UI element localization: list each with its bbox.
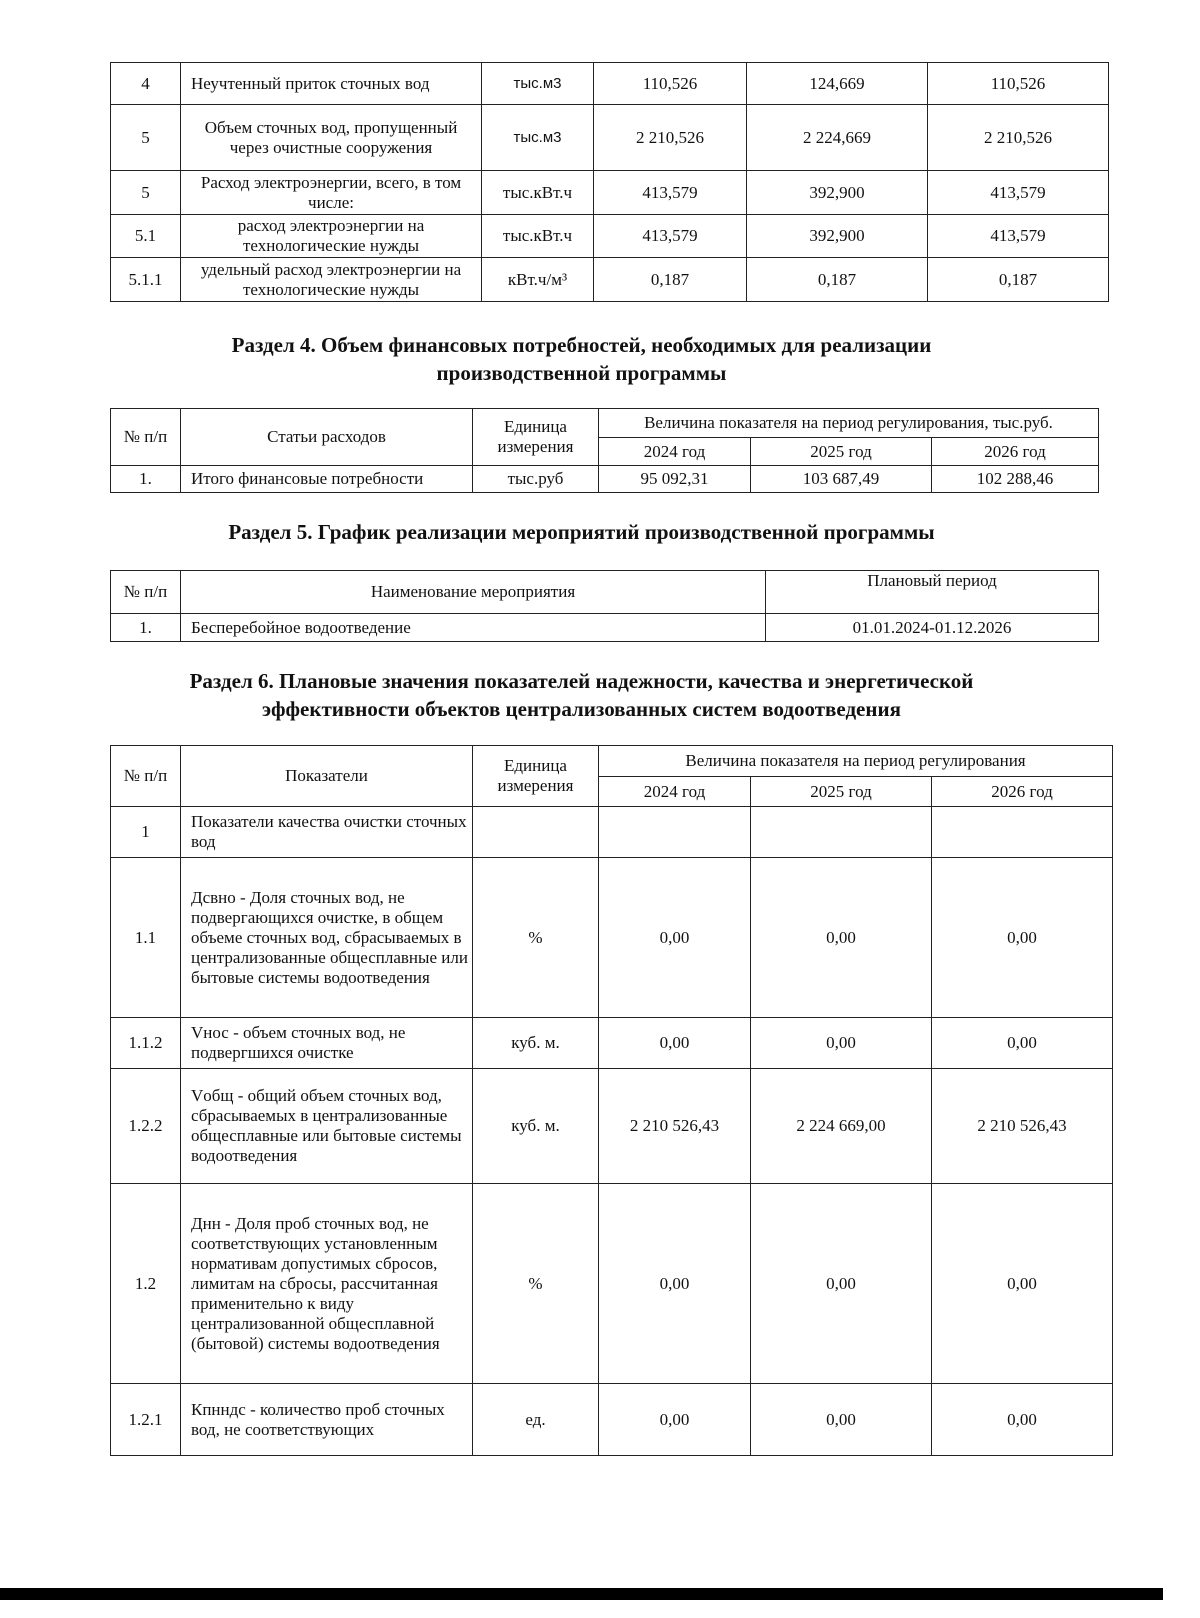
row-number: 1.1 xyxy=(111,858,181,1018)
row-number: 1. xyxy=(111,614,181,642)
header-year: 2025 год xyxy=(751,438,932,466)
header-name: Наименование мероприятия xyxy=(181,571,766,614)
section-5-title: Раздел 5. График реализации мероприятий производственной программы xyxy=(228,520,935,544)
production-indicators-table xyxy=(110,62,1109,302)
title-line: эффективности объектов централизованных систем водоотведения xyxy=(262,697,901,721)
row-name: удельный расход электроэнергии на технологические нужды xyxy=(181,258,482,302)
table-row xyxy=(111,1184,1113,1384)
row-number: 1.2.2 xyxy=(111,1069,181,1184)
value-2026: 0,00 xyxy=(932,858,1113,1018)
row-number: 1 xyxy=(111,807,181,858)
value-2024: 0,00 xyxy=(599,858,751,1018)
header-year: 2025 год xyxy=(751,777,932,807)
value-2026: 2 210 526,43 xyxy=(932,1069,1113,1184)
header-unit: Единица измерения xyxy=(473,409,599,466)
table-row xyxy=(111,614,1099,642)
header-name: Показатели xyxy=(181,746,473,807)
header-row xyxy=(111,409,1099,438)
table-row xyxy=(111,171,1109,215)
title-line: производственной программы xyxy=(436,361,727,385)
row-number: 1.2 xyxy=(111,1184,181,1384)
value-2024: 110,526 xyxy=(594,63,747,105)
header-row xyxy=(111,571,1099,614)
header-number: № п/п xyxy=(111,746,181,807)
row-unit: тыс.кВт.ч xyxy=(482,171,594,215)
table-row xyxy=(111,215,1109,258)
row-unit: тыс.руб xyxy=(473,466,599,493)
value-2024: 0,00 xyxy=(599,1384,751,1456)
row-number: 1. xyxy=(111,466,181,493)
row-name: Бесперебойное водоотведение xyxy=(181,614,766,642)
row-name: Vнос - объем сточных вод, не подвергшихся очистке xyxy=(181,1018,473,1069)
title-line: Раздел 4. Объем финансовых потребностей, необходимых для реализации xyxy=(231,333,932,357)
row-number: 5.1 xyxy=(111,215,181,258)
row-number: 5 xyxy=(111,105,181,171)
value-2026: 110,526 xyxy=(928,63,1109,105)
header-year: 2024 год xyxy=(599,438,751,466)
value-2024: 0,187 xyxy=(594,258,747,302)
financial-needs-table xyxy=(110,408,1099,493)
value-2024: 413,579 xyxy=(594,215,747,258)
value-2026: 413,579 xyxy=(928,215,1109,258)
value-2025: 392,900 xyxy=(747,215,928,258)
value-2026 xyxy=(932,807,1113,858)
value-2025: 0,00 xyxy=(751,1184,932,1384)
table-row xyxy=(111,105,1109,171)
value-2025: 0,00 xyxy=(751,1018,932,1069)
header-year: 2024 год xyxy=(599,777,751,807)
row-number: 1.2.1 xyxy=(111,1384,181,1456)
row-unit: тыс.кВт.ч xyxy=(482,215,594,258)
row-name: Дсвно - Доля сточных вод, не подвергающихся очистке, в общем объеме сточных вод, сбрасываемых в централизованные общесплавные или бытовые системы водоотведения xyxy=(181,858,473,1018)
value-2024: 2 210 526,43 xyxy=(599,1069,751,1184)
value-2026: 2 210,526 xyxy=(928,105,1109,171)
row-name: Неучтенный приток сточных вод xyxy=(181,63,482,105)
value-2025: 392,900 xyxy=(747,171,928,215)
row-unit: ед. xyxy=(473,1384,599,1456)
header-number: № п/п xyxy=(111,409,181,466)
row-period: 01.01.2024-01.12.2026 xyxy=(766,614,1099,642)
row-unit xyxy=(473,807,599,858)
table-row xyxy=(111,63,1109,105)
row-unit: куб. м. xyxy=(473,1069,599,1184)
value-2026: 0,187 xyxy=(928,258,1109,302)
schedule-table xyxy=(110,570,1099,642)
row-name: Vобщ - общий объем сточных вод, сбрасываемых в централизованные общесплавные или бытовые системы водоотведения xyxy=(181,1069,473,1184)
table-row xyxy=(111,258,1109,302)
value-2024: 0,00 xyxy=(599,1184,751,1384)
scan-edge-bar xyxy=(0,1588,1163,1600)
table-row xyxy=(111,807,1113,858)
row-number: 4 xyxy=(111,63,181,105)
row-unit: % xyxy=(473,858,599,1018)
table-row xyxy=(111,466,1099,493)
header-value: Величина показателя на период регулирования xyxy=(599,746,1113,777)
header-name: Статьи расходов xyxy=(181,409,473,466)
header-period: Плановый период xyxy=(766,571,1099,614)
header-value: Величина показателя на период регулирования, тыс.руб. xyxy=(599,409,1099,438)
table-row xyxy=(111,858,1113,1018)
value-2026: 0,00 xyxy=(932,1384,1113,1456)
value-2024: 413,579 xyxy=(594,171,747,215)
header-number: № п/п xyxy=(111,571,181,614)
row-name: Итого финансовые потребности xyxy=(181,466,473,493)
value-2024: 2 210,526 xyxy=(594,105,747,171)
value-2025 xyxy=(751,807,932,858)
row-unit: кВт.ч/м³ xyxy=(482,258,594,302)
row-number: 5.1.1 xyxy=(111,258,181,302)
row-number: 1.1.2 xyxy=(111,1018,181,1069)
section-4-title xyxy=(0,331,1163,387)
title-line: Раздел 6. Плановые значения показателей надежности, качества и энергетической xyxy=(189,669,974,693)
value-2024 xyxy=(599,807,751,858)
value-2025: 2 224,669 xyxy=(747,105,928,171)
value-2024: 0,00 xyxy=(599,1018,751,1069)
table-row xyxy=(111,1069,1113,1184)
row-name: Кпнндс - количество проб сточных вод, не соответствующих xyxy=(181,1384,473,1456)
value-2026: 0,00 xyxy=(932,1018,1113,1069)
value-2025: 124,669 xyxy=(747,63,928,105)
section-6-title xyxy=(0,667,1163,723)
row-name: расход электроэнергии на технологические нужды xyxy=(181,215,482,258)
reliability-indicators-table xyxy=(110,745,1113,1456)
row-unit: куб. м. xyxy=(473,1018,599,1069)
header-row xyxy=(111,746,1113,777)
row-name: Днн - Доля проб сточных вод, не соответствующих установленным нормативам допустимых сбросов, лимитам на сбросы, рассчитанная применительно к виду централизованной общесплавной (бытовой) системы водоотведения xyxy=(181,1184,473,1384)
value-2024: 95 092,31 xyxy=(599,466,751,493)
table-row xyxy=(111,1384,1113,1456)
row-name: Показатели качества очистки сточных вод xyxy=(181,807,473,858)
value-2025: 103 687,49 xyxy=(751,466,932,493)
row-unit: % xyxy=(473,1184,599,1384)
value-2026: 413,579 xyxy=(928,171,1109,215)
row-name: Расход электроэнергии, всего, в том числе: xyxy=(181,171,482,215)
value-2026: 0,00 xyxy=(932,1184,1113,1384)
row-name: Объем сточных вод, пропущенный через очистные сооружения xyxy=(181,105,482,171)
value-2025: 0,00 xyxy=(751,1384,932,1456)
header-year: 2026 год xyxy=(932,438,1099,466)
header-year: 2026 год xyxy=(932,777,1113,807)
row-unit: тыс.м3 xyxy=(482,63,594,105)
header-unit: Единица измерения xyxy=(473,746,599,807)
value-2025: 2 224 669,00 xyxy=(751,1069,932,1184)
value-2025: 0,187 xyxy=(747,258,928,302)
value-2026: 102 288,46 xyxy=(932,466,1099,493)
table-row xyxy=(111,1018,1113,1069)
row-unit: тыс.м3 xyxy=(482,105,594,171)
row-number: 5 xyxy=(111,171,181,215)
value-2025: 0,00 xyxy=(751,858,932,1018)
